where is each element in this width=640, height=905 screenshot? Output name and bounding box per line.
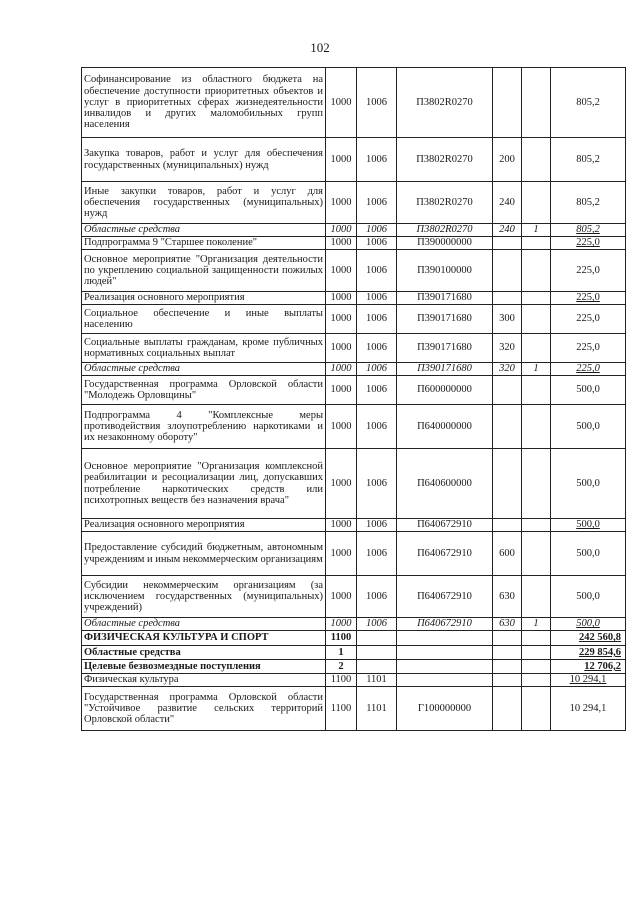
subsection-code-cell: 1006: [357, 376, 397, 405]
row-name-cell: Основное мероприятие "Организация деятельности по укреплению социальной защищенности пожилых людей": [82, 250, 326, 292]
source-code-cell: [522, 292, 551, 305]
subsection-code-cell: 1006: [357, 138, 397, 182]
source-code-cell: 1: [522, 224, 551, 237]
expense-type-cell: [493, 646, 522, 660]
target-article-cell: [397, 674, 493, 687]
expense-type-cell: 630: [493, 576, 522, 618]
source-code-cell: [522, 576, 551, 618]
source-code-cell: [522, 405, 551, 449]
target-article-cell: П390171680: [397, 292, 493, 305]
target-article-cell: П640000000: [397, 405, 493, 449]
expense-type-cell: [493, 631, 522, 646]
expense-type-cell: [493, 405, 522, 449]
table-row: [82, 250, 626, 292]
table-row: [82, 646, 626, 660]
target-article-cell: П390171680: [397, 334, 493, 363]
source-code-cell: [522, 532, 551, 576]
subsection-code-cell: 1006: [357, 68, 397, 138]
table-row: [82, 519, 626, 532]
table-row: [82, 660, 626, 674]
amount-cell: 225,0: [551, 250, 626, 292]
row-name-cell: Областные средства: [82, 363, 326, 376]
row-name-cell: Государственная программа Орловской области "Молодежь Орловщины": [82, 376, 326, 405]
target-article-cell: [397, 660, 493, 674]
row-name-cell: ФИЗИЧЕСКАЯ КУЛЬТУРА И СПОРТ: [82, 631, 326, 646]
source-code-cell: [522, 376, 551, 405]
subsection-code-cell: 1006: [357, 292, 397, 305]
section-code-cell: 1000: [326, 532, 357, 576]
target-article-cell: П640672910: [397, 576, 493, 618]
source-code-cell: [522, 646, 551, 660]
section-code-cell: 1000: [326, 224, 357, 237]
amount-cell: 225,0: [551, 363, 626, 376]
expense-type-cell: [493, 292, 522, 305]
amount-cell: 805,2: [551, 224, 626, 237]
expense-type-cell: [493, 449, 522, 519]
amount-cell: 225,0: [551, 237, 626, 250]
target-article-cell: П390100000: [397, 250, 493, 292]
subsection-code-cell: 1006: [357, 363, 397, 376]
section-code-cell: 1100: [326, 687, 357, 731]
amount-cell: 225,0: [551, 334, 626, 363]
section-code-cell: 1000: [326, 376, 357, 405]
table-row: [82, 576, 626, 618]
amount-cell: 500,0: [551, 376, 626, 405]
target-article-cell: [397, 631, 493, 646]
row-name-cell: Областные средства: [82, 618, 326, 631]
target-article-cell: Г100000000: [397, 687, 493, 731]
table-row: [82, 68, 626, 138]
section-code-cell: 1000: [326, 618, 357, 631]
table-row: [82, 532, 626, 576]
budget-table: [81, 67, 626, 731]
expense-type-cell: [493, 376, 522, 405]
source-code-cell: [522, 138, 551, 182]
amount-cell: 12 706,2: [551, 660, 626, 674]
section-code-cell: 1000: [326, 519, 357, 532]
table-row: [82, 376, 626, 405]
section-code-cell: 1000: [326, 292, 357, 305]
table-row: [82, 182, 626, 224]
expense-type-cell: [493, 237, 522, 250]
subsection-code-cell: 1006: [357, 237, 397, 250]
row-name-cell: Областные средства: [82, 224, 326, 237]
expense-type-cell: [493, 68, 522, 138]
expense-type-cell: [493, 660, 522, 674]
section-code-cell: 1000: [326, 363, 357, 376]
target-article-cell: П390171680: [397, 305, 493, 334]
table-row: [82, 237, 626, 250]
source-code-cell: [522, 334, 551, 363]
subsection-code-cell: 1101: [357, 674, 397, 687]
row-name-cell: Предоставление субсидий бюджетным, автономным учреждениям и иным некоммерческим организациям: [82, 532, 326, 576]
row-name-cell: Субсидии некоммерческим организациям (за исключением государственных (муниципальных) учреждений): [82, 576, 326, 618]
amount-cell: 500,0: [551, 405, 626, 449]
page-number: 102: [310, 40, 330, 55]
row-name-cell: Реализация основного мероприятия: [82, 292, 326, 305]
source-code-cell: [522, 305, 551, 334]
subsection-code-cell: 1006: [357, 334, 397, 363]
amount-cell: 805,2: [551, 182, 626, 224]
table-row: [82, 674, 626, 687]
subsection-code-cell: 1006: [357, 250, 397, 292]
table-row: [82, 334, 626, 363]
section-code-cell: 1000: [326, 237, 357, 250]
amount-cell: 229 854,6: [551, 646, 626, 660]
row-name-cell: Государственная программа Орловской области "Устойчивое развитие сельских территорий Орловской области": [82, 687, 326, 731]
expense-type-cell: 300: [493, 305, 522, 334]
subsection-code-cell: 1006: [357, 182, 397, 224]
row-name-cell: Реализация основного мероприятия: [82, 519, 326, 532]
section-code-cell: 1100: [326, 631, 357, 646]
section-code-cell: 1000: [326, 576, 357, 618]
subsection-code-cell: 1006: [357, 519, 397, 532]
expense-type-cell: 600: [493, 532, 522, 576]
section-code-cell: 2: [326, 660, 357, 674]
amount-cell: 225,0: [551, 305, 626, 334]
section-code-cell: 1000: [326, 250, 357, 292]
table-row: [82, 138, 626, 182]
subsection-code-cell: 1006: [357, 405, 397, 449]
table-row: [82, 405, 626, 449]
target-article-cell: П3802R0270: [397, 224, 493, 237]
subsection-code-cell: 1006: [357, 618, 397, 631]
expense-type-cell: [493, 250, 522, 292]
section-code-cell: 1000: [326, 68, 357, 138]
target-article-cell: П390000000: [397, 237, 493, 250]
expense-type-cell: [493, 519, 522, 532]
subsection-code-cell: 1006: [357, 576, 397, 618]
source-code-cell: [522, 687, 551, 731]
subsection-code-cell: 1006: [357, 449, 397, 519]
target-article-cell: П640672910: [397, 519, 493, 532]
row-name-cell: Подпрограмма 4 "Комплексные меры противодействия злоупотреблению наркотиками и их незаконному обороту": [82, 405, 326, 449]
section-code-cell: 1000: [326, 449, 357, 519]
section-code-cell: 1: [326, 646, 357, 660]
subsection-code-cell: 1101: [357, 687, 397, 731]
subsection-code-cell: 1006: [357, 305, 397, 334]
target-article-cell: П640672910: [397, 532, 493, 576]
amount-cell: 500,0: [551, 449, 626, 519]
subsection-code-cell: [357, 646, 397, 660]
target-article-cell: П600000000: [397, 376, 493, 405]
table-row: [82, 305, 626, 334]
table-row: [82, 687, 626, 731]
section-code-cell: 1000: [326, 182, 357, 224]
section-code-cell: 1000: [326, 405, 357, 449]
row-name-cell: Социальные выплаты гражданам, кроме публичных нормативных социальных выплат: [82, 334, 326, 363]
section-code-cell: 1100: [326, 674, 357, 687]
table-row: [82, 224, 626, 237]
amount-cell: 10 294,1: [551, 674, 626, 687]
source-code-cell: [522, 660, 551, 674]
amount-cell: 500,0: [551, 618, 626, 631]
section-code-cell: 1000: [326, 334, 357, 363]
row-name-cell: Физическая культура: [82, 674, 326, 687]
source-code-cell: [522, 519, 551, 532]
section-code-cell: 1000: [326, 138, 357, 182]
target-article-cell: [397, 646, 493, 660]
expense-type-cell: 630: [493, 618, 522, 631]
source-code-cell: 1: [522, 363, 551, 376]
expense-type-cell: 200: [493, 138, 522, 182]
row-name-cell: Иные закупки товаров, работ и услуг для обеспечения государственных (муниципальных) нужд: [82, 182, 326, 224]
table-row: [82, 631, 626, 646]
source-code-cell: 1: [522, 618, 551, 631]
expense-type-cell: 320: [493, 334, 522, 363]
source-code-cell: [522, 237, 551, 250]
target-article-cell: П3802R0270: [397, 68, 493, 138]
target-article-cell: П3802R0270: [397, 138, 493, 182]
subsection-code-cell: 1006: [357, 532, 397, 576]
source-code-cell: [522, 250, 551, 292]
source-code-cell: [522, 631, 551, 646]
target-article-cell: П3802R0270: [397, 182, 493, 224]
target-article-cell: П390171680: [397, 363, 493, 376]
row-name-cell: Целевые безвозмездные поступления: [82, 660, 326, 674]
amount-cell: 10 294,1: [551, 687, 626, 731]
subsection-code-cell: [357, 660, 397, 674]
subsection-code-cell: [357, 631, 397, 646]
source-code-cell: [522, 182, 551, 224]
source-code-cell: [522, 674, 551, 687]
table-row: [82, 618, 626, 631]
amount-cell: 805,2: [551, 68, 626, 138]
expense-type-cell: 240: [493, 224, 522, 237]
amount-cell: 500,0: [551, 519, 626, 532]
amount-cell: 500,0: [551, 532, 626, 576]
expense-type-cell: 320: [493, 363, 522, 376]
amount-cell: 242 560,8: [551, 631, 626, 646]
row-name-cell: Областные средства: [82, 646, 326, 660]
table-row: [82, 449, 626, 519]
source-code-cell: [522, 68, 551, 138]
row-name-cell: Подпрограмма 9 "Старшее поколение": [82, 237, 326, 250]
expense-type-cell: 240: [493, 182, 522, 224]
section-code-cell: 1000: [326, 305, 357, 334]
expense-type-cell: [493, 674, 522, 687]
budget-table-body: [82, 68, 626, 731]
target-article-cell: П640672910: [397, 618, 493, 631]
row-name-cell: Основное мероприятие "Организация комплексной реабилитации и ресоциализации лиц, допускавших потребление наркотических средств или психотропных веществ без назначения врача": [82, 449, 326, 519]
row-name-cell: Социальное обеспечение и иные выплаты населению: [82, 305, 326, 334]
target-article-cell: П640600000: [397, 449, 493, 519]
table-row: [82, 363, 626, 376]
row-name-cell: Закупка товаров, работ и услуг для обеспечения государственных (муниципальных) нужд: [82, 138, 326, 182]
amount-cell: 500,0: [551, 576, 626, 618]
subsection-code-cell: 1006: [357, 224, 397, 237]
row-name-cell: Софинансирование из областного бюджета на обеспечение доступности приоритетных объектов и услуг в приоритетных сферах жизнедеятельности инвалидов и других маломобильных групп населения: [82, 68, 326, 138]
source-code-cell: [522, 449, 551, 519]
amount-cell: 225,0: [551, 292, 626, 305]
amount-cell: 805,2: [551, 138, 626, 182]
table-row: [82, 292, 626, 305]
expense-type-cell: [493, 687, 522, 731]
